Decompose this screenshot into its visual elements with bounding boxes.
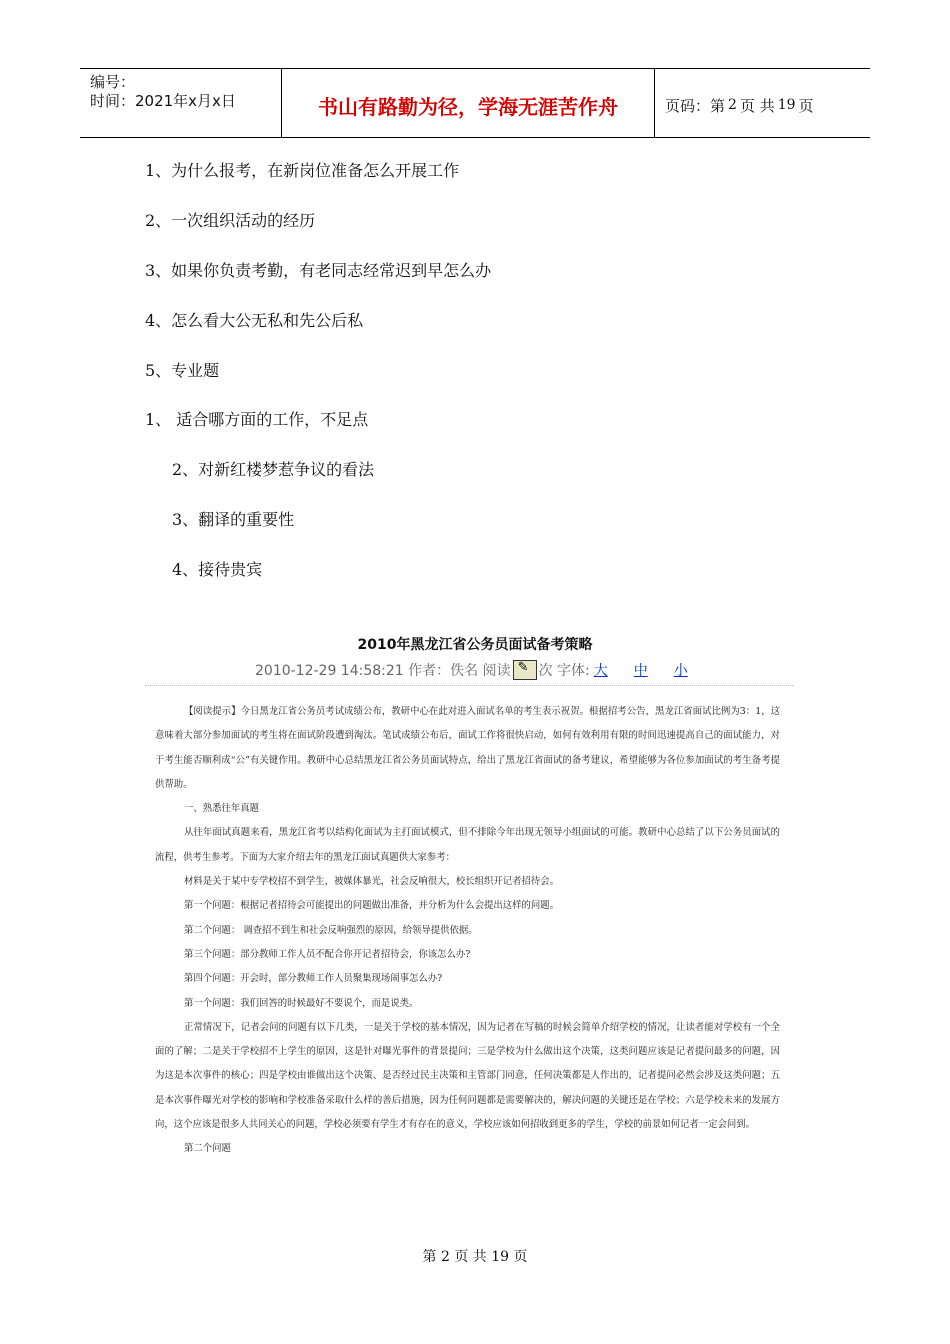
time-label: 时间：2021年x月x日 [90,92,236,110]
page-number: 2 [728,97,737,113]
article-meta-suffix: 次 字体: [538,663,590,679]
read-count-icon [513,660,537,680]
font-size-medium-link[interactable]: 中 [633,663,648,679]
question-item: 4、接待贵宾 [172,560,263,579]
article-paragraph: 第一个问题：我们回答的时候最好不要说个，而是说类。 [184,997,419,1009]
header-info-cell [80,69,282,137]
article-paragraph: 材料是关于某中专学校招不到学生，被媒体暴光，社会反响很大，校长组织开记者招待会。 [184,876,560,888]
number-label: 编号： [90,73,136,91]
page-suffix: 页 [798,96,814,115]
page-prefix: 页码：第 [665,96,726,115]
font-size-small-link[interactable]: 小 [673,663,688,679]
question-item: 2、对新红楼梦惹争议的看法 [172,460,375,479]
page-mid: 页 共 [739,96,775,115]
footer-prefix: 第 [422,1249,437,1265]
question-item: 2、一次组织活动的经历 [145,211,316,230]
header-page-info [655,69,870,137]
question-item: 4、怎么看大公无私和先公后私 [145,311,364,330]
question-item: 3、翻译的重要性 [172,510,295,529]
article-meta-text: 2010-12-29 14:58:21 作者：佚名 阅读 [255,663,511,679]
article-title: 2010年黑龙江省公务员面试备考策略 [357,637,593,653]
footer-suffix: 页 [513,1249,528,1265]
question-item: 1、为什么报考，在新岗位准备怎么开展工作 [145,161,460,180]
question-item: 1、 适合哪方面的工作，不足点 [145,410,369,429]
divider [145,685,793,686]
article-paragraph: 第二个问题 [184,1143,231,1155]
article-paragraph: 第二个问题： 调查招不到生和社会反响强烈的原因，给领导提供依据。 [184,924,478,936]
footer-page: 2 [440,1249,450,1265]
article-meta [255,660,701,680]
article-paragraph: 第四个问题：开会时，部分教师工作人员聚集现场闹事怎么办? [184,973,443,985]
header-motto: 书山有路勤为径，学海无涯苦作舟 [282,69,655,137]
footer-total: 19 [491,1249,510,1265]
article-paragraph: 第一个问题：根据记者招待会可能提出的问题做出准备，并分析为什么会提出这样的问题。 [184,900,560,912]
question-item: 3、如果你负责考勤，有老同志经常迟到早怎么办 [145,261,492,280]
footer-mid: 页 共 [454,1249,487,1265]
font-size-large-link[interactable]: 大 [593,663,608,679]
page-header [80,68,870,138]
article-paragraph: 正常情况下，记者会问的问题有以下几类，一是关于学校的基本情况，因为记者在写稿的时候会简单介绍学校的情况，让读者能对学校有一个全面的了解；二是关于学校招不上学生的原因，这是针对曝光事件的背景提问；三是学校为什么做出这个决策，这类问题应该是记者提问最多的问题，因为这是本次事件的核心；四是学校由谁做出这个决策、是否经过民主决策和主管部门同意，任何决策都是人作出的，记者提问必然会涉及这类问题；五是本次事件曝光对学校的影响和学校准备采取什么样的善后措施，因为任何问题都是需要解决的，解决问题的关键还是在学校；六是学校未来的发展方向，这个应该是很多人共同关心的问题，学校必须要有学生才有存在的意义，学校应该如何招收到更多的学生，学校的前景如何记者一定会问到。 [155,1021,780,1131]
article-paragraph: 从往年面试真题来看，黑龙江省考以结构化面试为主打面试模式，但不排除今年出现无领导小组面试的可能。教研中心总结了以下公务员面试的流程，供考生参考。下面为大家介绍去年的黑龙江面试真题供大家参考： [155,827,780,863]
article-paragraph: 【阅读提示】今日黑龙江省公务员考试成绩公布，教研中心在此对进入面试名单的考生表示祝贺。根据招考公告，黑龙江省面试比例为3：1，这意味着大部分参加面试的考生将在面试阶段遭到淘汰。笔试成绩公布后，面试工作将很快启动，如何有效利用有限的时间迅速提高自己的面试能力，对于考生能否顺利成“公”有关键作用。教研中心总结黑龙江省公务员面试特点，给出了黑龙江省面试的备考建议，希望能够为各位参加面试的考生备考提供帮助。 [155,706,780,790]
page-total: 19 [777,97,796,113]
article-paragraph: 一、熟悉往年真题 [184,803,260,815]
article-body [155,700,780,1162]
page-footer [0,1246,950,1266]
article-paragraph: 第三个问题：部分教师工作人员不配合你开记者招待会，你该怎么办? [184,948,471,960]
question-item: 5、专业题 [145,361,220,380]
